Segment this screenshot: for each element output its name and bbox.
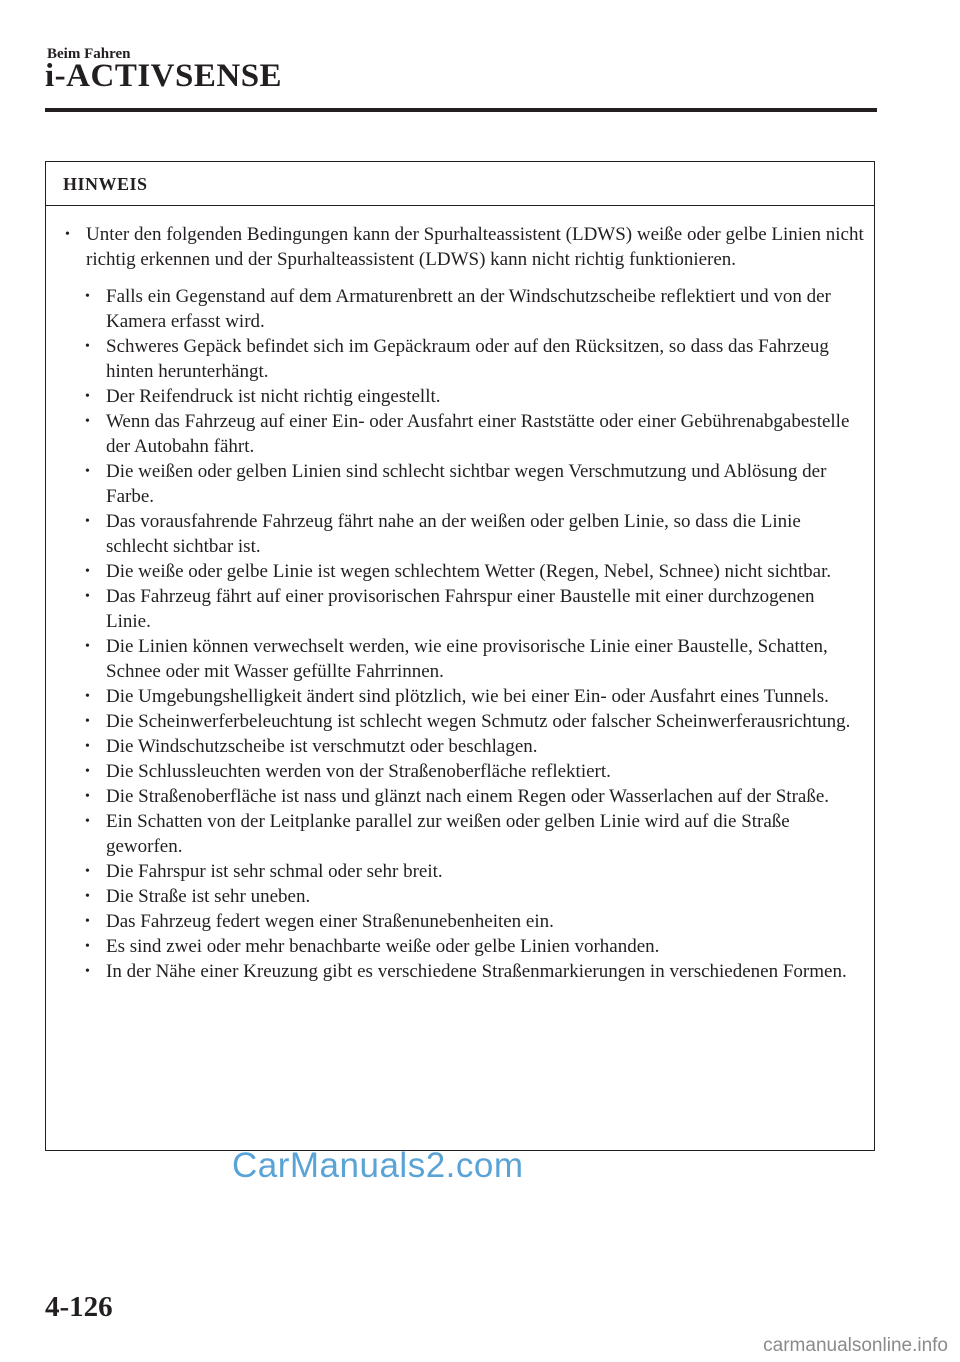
bullet-icon: •: [85, 389, 90, 404]
condition-item: [63, 859, 864, 884]
condition-item: [63, 409, 864, 459]
condition-text: Die weiße oder gelbe Linie ist wegen schlechtem Wetter (Regen, Nebel, Schnee) nicht sichtbar.: [106, 561, 832, 582]
note-intro-item: [63, 222, 864, 272]
note-box: [45, 161, 875, 1151]
bullet-icon: •: [85, 939, 90, 954]
condition-item: [63, 759, 864, 784]
condition-text: Falls ein Gegenstand auf dem Armaturenbrett an der Windschutzscheibe reflektiert und von der Kamera erfasst wird.: [106, 286, 831, 332]
condition-text: In der Nähe einer Kreuzung gibt es verschiedene Straßenmarkierungen in verschiedenen Formen.: [106, 961, 847, 982]
bullet-icon: •: [85, 564, 90, 579]
section-title: Beim Fahren: [47, 46, 131, 62]
header-rule: [45, 108, 877, 112]
condition-text: Das vorausfahrende Fahrzeug fährt nahe an der weißen oder gelben Linie, so dass die Linie schlecht sichtbar ist.: [106, 511, 801, 557]
condition-text: Das Fahrzeug fährt auf einer provisorischen Fahrspur einer Baustelle mit einer durchzogenen Linie.: [106, 586, 815, 632]
bullet-icon: •: [85, 464, 90, 479]
condition-item: [63, 734, 864, 759]
condition-item: [63, 684, 864, 709]
condition-text: Die weißen oder gelben Linien sind schlecht sichtbar wegen Verschmutzung und Ablösung der Farbe.: [106, 461, 827, 507]
condition-item: [63, 934, 864, 959]
page-number: 4-126: [45, 1291, 113, 1323]
bullet-icon: •: [85, 589, 90, 604]
condition-text: Die Schlussleuchten werden von der Straßenoberfläche reflektiert.: [106, 761, 611, 782]
condition-text: Die Linien können verwechselt werden, wie eine provisorische Linie einer Baustelle, Schatten, Schnee oder mit Wasser gefüllte Fahrrinnen.: [106, 636, 828, 682]
bullet-icon: •: [85, 339, 90, 354]
condition-item: [63, 809, 864, 859]
conditions-list: [63, 284, 864, 984]
condition-item: [63, 509, 864, 559]
bullet-icon: •: [85, 739, 90, 754]
condition-text: Die Straßenoberfläche ist nass und glänzt nach einem Regen oder Wasserlachen auf der Straße.: [106, 786, 830, 807]
condition-text: Schweres Gepäck befindet sich im Gepäckraum oder auf den Rücksitzen, so dass das Fahrzeug hinten herunterhängt.: [106, 336, 829, 382]
note-title: HINWEIS: [46, 162, 874, 206]
bullet-icon: •: [85, 964, 90, 979]
condition-item: [63, 559, 864, 584]
condition-item: [63, 784, 864, 809]
condition-item: [63, 459, 864, 509]
condition-text: Die Umgebungshelligkeit ändert sind plötzlich, wie bei einer Ein- oder Ausfahrt eines Tunnels.: [106, 686, 829, 707]
footer-url: carmanualsonline.info: [763, 1335, 948, 1356]
condition-text: Es sind zwei oder mehr benachbarte weiße oder gelbe Linien vorhanden.: [106, 936, 660, 957]
condition-item: [63, 709, 864, 734]
condition-item: [63, 959, 864, 984]
condition-item: [63, 584, 864, 634]
bullet-icon: •: [85, 764, 90, 779]
condition-text: Die Scheinwerferbeleuchtung ist schlecht wegen Schmutz oder falscher Scheinwerferausrichtung.: [106, 711, 851, 732]
condition-text: Das Fahrzeug federt wegen einer Straßenunebenheiten ein.: [106, 911, 554, 932]
condition-item: [63, 884, 864, 909]
bullet-icon: •: [65, 227, 70, 242]
condition-item: [63, 384, 864, 409]
bullet-icon: •: [85, 914, 90, 929]
condition-text: Wenn das Fahrzeug auf einer Ein- oder Ausfahrt einer Raststätte oder einer Gebührenabgabestelle der Autobahn fährt.: [106, 411, 850, 457]
bullet-icon: •: [85, 889, 90, 904]
bullet-icon: •: [85, 814, 90, 829]
bullet-icon: •: [85, 414, 90, 429]
condition-text: Die Straße ist sehr uneben.: [106, 886, 311, 907]
condition-item: [63, 634, 864, 684]
note-body: [46, 206, 874, 984]
note-intro-text: Unter den folgenden Bedingungen kann der Spurhalteassistent (LDWS) weiße oder gelbe Linien nicht richtig erkennen und der Spurhalteassistent (LDWS) kann nicht richtig funktionieren.: [86, 224, 864, 270]
condition-text: Der Reifendruck ist nicht richtig eingestellt.: [106, 386, 441, 407]
bullet-icon: •: [85, 789, 90, 804]
condition-item: [63, 909, 864, 934]
condition-text: Die Windschutzscheibe ist verschmutzt oder beschlagen.: [106, 736, 538, 757]
chapter-title: i-ACTIVSENSE: [45, 58, 283, 94]
bullet-icon: •: [85, 289, 90, 304]
watermark-logo: CarManuals2.com: [232, 1146, 524, 1185]
bullet-icon: •: [85, 514, 90, 529]
condition-item: [63, 334, 864, 384]
condition-text: Die Fahrspur ist sehr schmal oder sehr breit.: [106, 861, 443, 882]
condition-text: Ein Schatten von der Leitplanke parallel zur weißen oder gelben Linie wird auf die Straße geworfen.: [106, 811, 790, 857]
bullet-icon: •: [85, 689, 90, 704]
condition-item: [63, 284, 864, 334]
bullet-icon: •: [85, 864, 90, 879]
bullet-icon: •: [85, 714, 90, 729]
bullet-icon: •: [85, 639, 90, 654]
